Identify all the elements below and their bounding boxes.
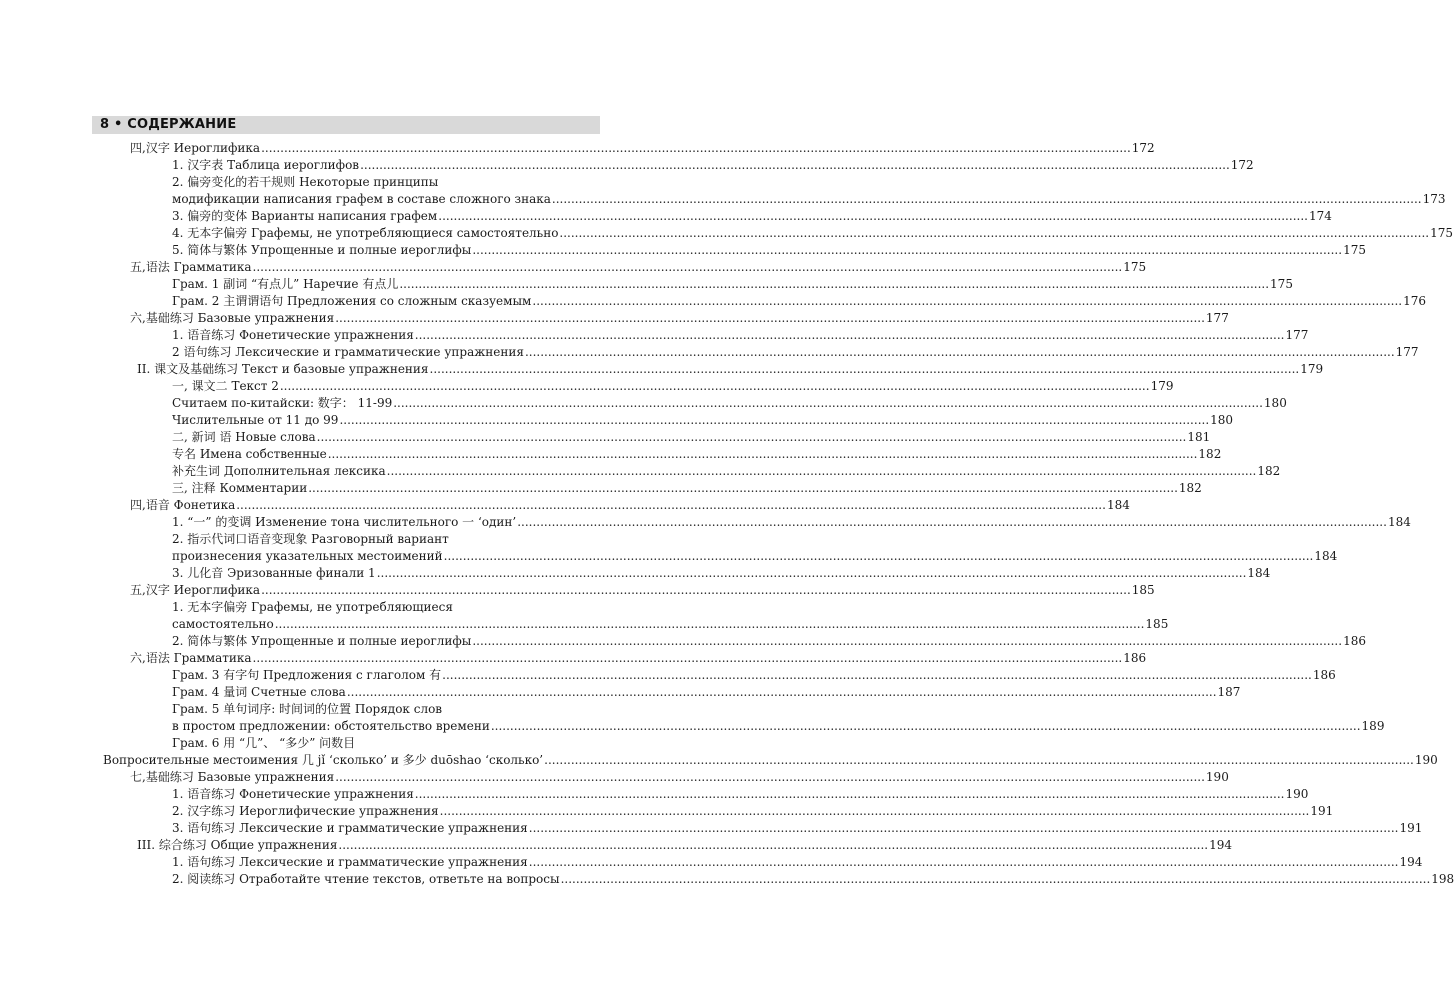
toc-entry-title: 语法 Грамматика — [145, 260, 252, 274]
toc-entry-title: 2. 偏旁变化的若干规则 Некоторые принципы — [172, 175, 439, 189]
toc-entry — [172, 871, 1454, 888]
toc-section-number: 五, — [130, 260, 146, 274]
toc-page-number: 179 — [1300, 362, 1324, 376]
toc-entry — [172, 225, 1454, 242]
toc-entry — [172, 157, 1254, 174]
toc-page-number: 174 — [1308, 209, 1332, 223]
toc-page-number: 184 — [1247, 566, 1271, 580]
toc-entry-title: 基础练习 Базовые упражнения — [145, 311, 335, 325]
dot-leader — [552, 191, 1422, 208]
toc-entry-title: Грам. 3 有字句 Предложения с глаголом 有 — [172, 668, 442, 682]
toc-entry — [137, 837, 1233, 854]
toc-entry-title: Грам. 4 量词 Счетные слова — [172, 685, 346, 699]
toc-page-number: 182 — [1198, 447, 1222, 461]
toc-entry — [172, 344, 1419, 361]
toc-entry-title: 3. 儿化音 Эризованные финали 1 — [172, 566, 376, 580]
toc-page-number: 180 — [1210, 413, 1234, 427]
toc-entry — [172, 718, 1385, 735]
dot-leader — [529, 820, 1399, 837]
toc-entry — [172, 735, 597, 752]
toc-entry — [172, 327, 1309, 344]
toc-entry — [172, 531, 597, 548]
toc-entry-title: 1. 汉字表 Таблица иероглифов — [172, 158, 360, 172]
dot-leader — [335, 310, 1205, 327]
toc-entry — [172, 786, 1309, 803]
toc-section-number: 五, — [130, 583, 146, 597]
dot-leader — [472, 633, 1342, 650]
toc-entry — [172, 684, 1241, 701]
toc-entry — [130, 310, 1229, 327]
toc-entry — [172, 446, 1222, 463]
toc-entry-title: 补充生词 Дополнительная лексика — [172, 464, 386, 478]
toc-section-number: 四, — [130, 141, 146, 155]
toc-page-number: 190 — [1205, 770, 1229, 784]
dot-leader — [472, 242, 1342, 259]
dot-leader — [328, 446, 1198, 463]
dot-leader — [253, 259, 1123, 276]
dot-leader — [415, 327, 1285, 344]
toc-entry — [172, 276, 1293, 293]
toc-entry-title: Грам. 1 副词 “有点儿” Наречие 有点儿 — [172, 277, 399, 291]
toc-entry — [130, 650, 1147, 667]
toc-entry — [172, 293, 1426, 310]
toc-entry — [172, 854, 1423, 871]
toc-entry-title: III. 综合练习 Общие упражнения — [137, 838, 338, 852]
toc-entry-title: 3. 偏旁的变体 Варианты написания графем — [172, 209, 438, 223]
toc-page-number: 179 — [1150, 379, 1174, 393]
toc-entry-title: модификации написания графем в составе сложного знака — [172, 192, 551, 206]
toc-entry — [172, 395, 1287, 412]
dot-leader — [544, 752, 1414, 769]
toc-section-number: 六, — [130, 651, 146, 665]
toc-entry-title: 4. 无本字偏旁 Графемы, не употребляющиеся самостоятельно — [172, 226, 559, 240]
toc-page-number: 191 — [1310, 804, 1334, 818]
toc-entry — [172, 174, 597, 191]
toc-entry-title: 1. 语句练习 Лексические и грамматические упражнения — [172, 855, 528, 869]
toc-entry-title: 1. 无本字偏旁 Графемы, не употребляющиеся — [172, 600, 453, 614]
toc-entry-title: 汉字 Иероглифика — [145, 583, 261, 597]
toc-entry-title: 2. 指示代词口语音变现象 Разговорный вариант — [172, 532, 449, 546]
toc-entry — [172, 480, 1202, 497]
page-header-title: 8 • СОДЕРЖАНИЕ — [100, 117, 237, 132]
toc-entry-title: самостоятельно — [172, 617, 274, 631]
toc-page-number: 184 — [1106, 498, 1130, 512]
toc-entry-title: 三, 注释 Комментарии — [172, 481, 308, 495]
toc-page-number: 175 — [1343, 243, 1366, 257]
dot-leader — [444, 548, 1314, 565]
dot-leader — [532, 293, 1402, 310]
toc-entry — [172, 633, 1366, 650]
toc-page-number: 194 — [1209, 838, 1233, 852]
dot-leader — [438, 208, 1308, 225]
toc-page-number: 186 — [1312, 668, 1336, 682]
toc-entry — [130, 140, 1155, 157]
dot-leader — [393, 395, 1263, 412]
dot-leader — [275, 616, 1145, 633]
dot-leader — [280, 378, 1150, 395]
toc-entry — [130, 497, 1130, 514]
toc-page-number: 186 — [1343, 634, 1366, 648]
toc-entry — [172, 616, 1169, 633]
toc-page-number: 187 — [1217, 685, 1241, 699]
toc-page-number: 172 — [1131, 141, 1155, 155]
toc-entry-title: 1. “一” 的变调 Изменение тона числительного 一 ‘один’ — [172, 515, 517, 529]
toc-page-number: 177 — [1205, 311, 1229, 325]
dot-leader — [387, 463, 1257, 480]
toc-page-number: 175 — [1123, 260, 1147, 274]
toc-entry-title: 一, 课文二 Текст 2 — [172, 379, 279, 393]
toc-entry-title: Грам. 5 单句词序: 时间词的位置 Порядок слов — [172, 702, 443, 716]
toc-entry-title: 语法 Грамматика — [145, 651, 252, 665]
toc-page-number: 175 — [1430, 226, 1454, 240]
toc-entry — [130, 582, 1155, 599]
toc-entry — [172, 429, 1211, 446]
dot-leader — [430, 361, 1300, 378]
dot-leader — [491, 718, 1361, 735]
toc-entry-title: 5. 简体与繁体 Упрощенные и полные иероглифы — [172, 243, 472, 257]
dot-leader — [442, 667, 1312, 684]
toc-entry-title: 专名 Имена собственные — [172, 447, 327, 461]
toc-entry — [172, 242, 1366, 259]
toc-entry-title: произнесения указательных местоимений — [172, 549, 443, 563]
dot-leader — [415, 786, 1285, 803]
toc-entry-title: 2 语句练习 Лексические и грамматические упражнения — [172, 345, 524, 359]
dot-leader — [253, 650, 1123, 667]
dot-leader — [440, 803, 1310, 820]
toc-page-number: 198 — [1431, 872, 1454, 886]
toc-page-number: 191 — [1399, 821, 1423, 835]
toc-section-number: 四, — [130, 498, 146, 512]
toc-entry — [172, 599, 597, 616]
toc-page-number: 185 — [1145, 617, 1169, 631]
dot-leader — [399, 276, 1269, 293]
dot-leader — [335, 769, 1205, 786]
dot-leader — [308, 480, 1178, 497]
dot-leader — [338, 837, 1208, 854]
dot-leader — [525, 344, 1395, 361]
dot-leader — [261, 582, 1131, 599]
dot-leader — [517, 514, 1387, 531]
toc-page-number: 181 — [1187, 430, 1211, 444]
toc-page-number: 186 — [1123, 651, 1147, 665]
dot-leader — [360, 157, 1230, 174]
toc-entry — [172, 548, 1338, 565]
dot-leader — [347, 684, 1217, 701]
toc-entry-title: Грам. 2 主谓谓语句 Предложения со сложным сказуемым — [172, 294, 532, 308]
toc-entry — [172, 701, 597, 718]
toc-entry — [130, 259, 1147, 276]
dot-leader — [236, 497, 1106, 514]
toc-page-number: 177 — [1285, 328, 1309, 342]
dot-leader — [261, 140, 1131, 157]
toc-section-number: 七, — [130, 770, 146, 784]
dot-leader — [317, 429, 1187, 446]
dot-leader — [561, 871, 1431, 888]
toc-page-number: 189 — [1361, 719, 1385, 733]
toc-entry — [130, 769, 1229, 786]
toc-entry-title: 1. 语音练习 Фонетические упражнения — [172, 787, 414, 801]
toc-entry — [172, 565, 1271, 582]
toc-entry-title: 2. 简体与繁体 Упрощенные и полные иероглифы — [172, 634, 472, 648]
toc-page-number: 190 — [1414, 753, 1438, 767]
toc-page-number: 177 — [1395, 345, 1419, 359]
toc-entry-title: 2. 汉字练习 Иероглифические упражнения — [172, 804, 439, 818]
toc-entry-title: 汉字 Иероглифика — [145, 141, 261, 155]
toc-entry — [103, 752, 1438, 769]
toc-page-number: 172 — [1230, 158, 1254, 172]
toc-page-number: 175 — [1270, 277, 1293, 291]
toc-entry — [172, 667, 1336, 684]
toc-entry-title: Вопросительные местоимения 几 jǐ ‘сколько’ и 多少 duōshao ‘сколько’ — [103, 753, 544, 767]
toc-page-number: 190 — [1285, 787, 1309, 801]
toc-entry — [172, 191, 1446, 208]
toc-entry — [137, 361, 1324, 378]
toc-entry-title: 2. 阅读练习 Отработайте чтение текстов, ответьте на вопросы — [172, 872, 560, 886]
dot-leader — [377, 565, 1247, 582]
dot-leader — [339, 412, 1209, 429]
toc-entry-title: Считаем по-китайски: 数字： 11-99 — [172, 396, 393, 410]
toc-entry-title: Грам. 6 用 “几”、 “多少” 问数目 — [172, 736, 356, 750]
toc-page-number: 182 — [1178, 481, 1202, 495]
toc-page-number: 185 — [1131, 583, 1155, 597]
toc-entry — [172, 803, 1334, 820]
toc-entry-title: 3. 语句练习 Лексические и грамматические упражнения — [172, 821, 528, 835]
dot-leader — [559, 225, 1429, 242]
toc-entry-title: 语音 Фонетика — [145, 498, 236, 512]
toc-entry — [172, 208, 1332, 225]
toc-page-number: 194 — [1399, 855, 1423, 869]
toc-entry-title: Числительные от 11 до 99 — [172, 413, 339, 427]
toc-entry — [172, 820, 1423, 837]
dot-leader — [529, 854, 1399, 871]
toc-entry-title: 1. 语音练习 Фонетические упражнения — [172, 328, 414, 342]
toc-entry — [172, 463, 1281, 480]
toc-page-number: 173 — [1422, 192, 1446, 206]
toc-section-number: 六, — [130, 311, 146, 325]
toc-page-number: 184 — [1387, 515, 1411, 529]
toc-entry-title: II. 课文及基础练习 Текст и базовые упражнения — [137, 362, 429, 376]
toc-entry-title: в простом предложении: обстоятельство времени — [172, 719, 490, 733]
toc-entry-title: 二, 新词 语 Новые слова — [172, 430, 316, 444]
toc-entry-title: 基础练习 Базовые упражнения — [145, 770, 335, 784]
toc-page-number: 180 — [1263, 396, 1287, 410]
toc-entry — [172, 378, 1174, 395]
toc-page-number: 182 — [1257, 464, 1281, 478]
toc-entry — [172, 412, 1234, 429]
toc-page-number: 176 — [1403, 294, 1426, 308]
toc-entry — [172, 514, 1411, 531]
toc-page-number: 184 — [1314, 549, 1338, 563]
